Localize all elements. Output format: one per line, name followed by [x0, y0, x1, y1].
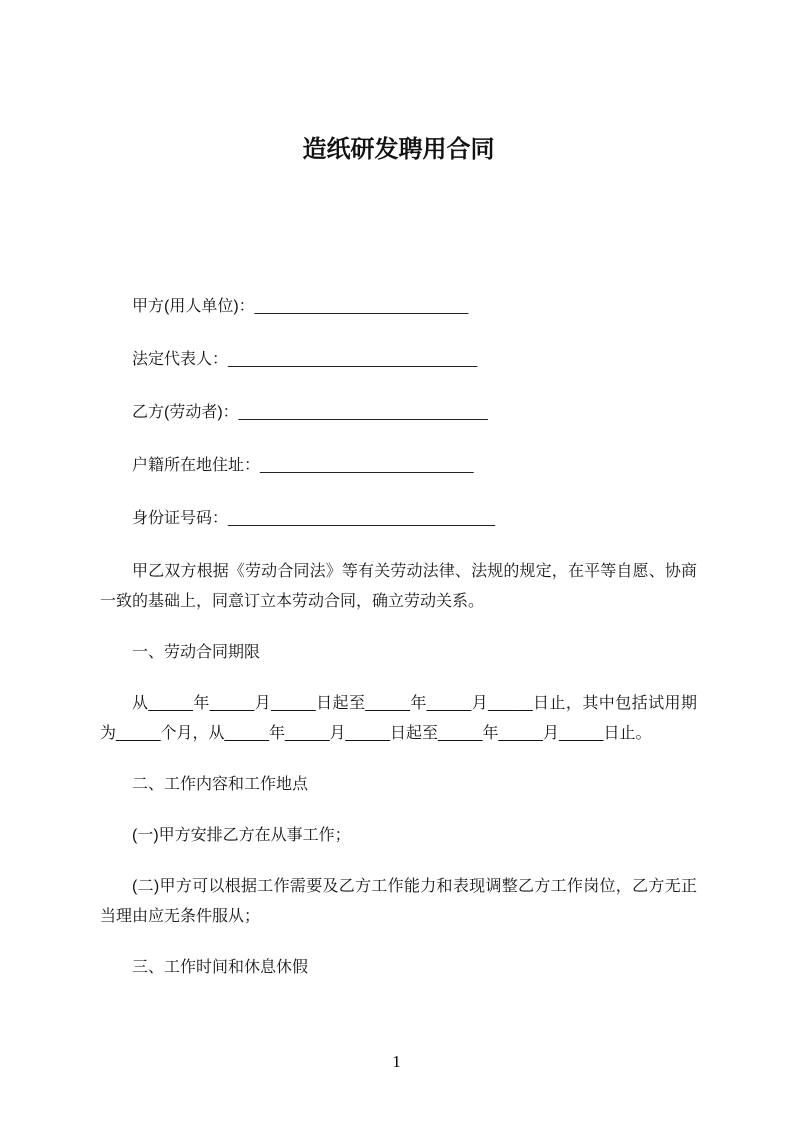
party-label-id-number: 身份证号码： [132, 510, 229, 527]
intro-paragraph: 甲乙双方根据《劳动合同法》等有关劳动法律、法规的规定，在平等自愿、协商一致的基础上，同意订立本劳动合同，确立劳动关系。 [100, 563, 697, 610]
section-2-item-2-paragraph: (二)甲方可以根据工作需要及乙方工作能力和表现调整乙方工作岗位，乙方无正当理由应无条件服从； [100, 878, 697, 925]
party-field-registered-address [100, 451, 697, 481]
party-label-legal-representative: 法定代表人： [132, 351, 229, 368]
party-label-employee: 乙方(劳动者)： [132, 404, 239, 421]
page-number: 1 [392, 1052, 401, 1071]
parties-block [100, 292, 697, 534]
party-field-id-number [100, 504, 697, 534]
fill-in-blank-id-number: ______________________________ [228, 510, 495, 527]
party-field-employee [100, 398, 697, 428]
document-title: 造纸研发聘用合同 [302, 136, 495, 163]
section-1-term-dates-paragraph: 从_____年_____月_____日起至_____年_____月_____日止，其中包括试用期为_____个月，从_____年_____月_____日起至_____年_____月_____日止。 [100, 695, 697, 742]
fill-in-blank-legal-representative: ____________________________ [228, 351, 478, 368]
section-2-item-1-paragraph: (一)甲方安排乙方在从事工作； [132, 827, 351, 844]
party-label-registered-address: 户籍所在地住址： [132, 457, 261, 474]
section-2-heading: 二、工作内容和工作地点 [132, 776, 309, 793]
fill-in-blank-employer: ________________________ [254, 298, 469, 315]
section-3-heading: 三、工作时间和休息休假 [132, 959, 309, 976]
party-label-employer: 甲方(用人单位)： [132, 298, 255, 315]
party-field-employer [100, 292, 697, 322]
fill-in-blank-employee: ____________________________ [238, 404, 488, 421]
fill-in-blank-registered-address: ________________________ [260, 457, 474, 474]
party-field-legal-representative [100, 345, 697, 375]
section-1-heading: 一、劳动合同期限 [132, 644, 261, 661]
